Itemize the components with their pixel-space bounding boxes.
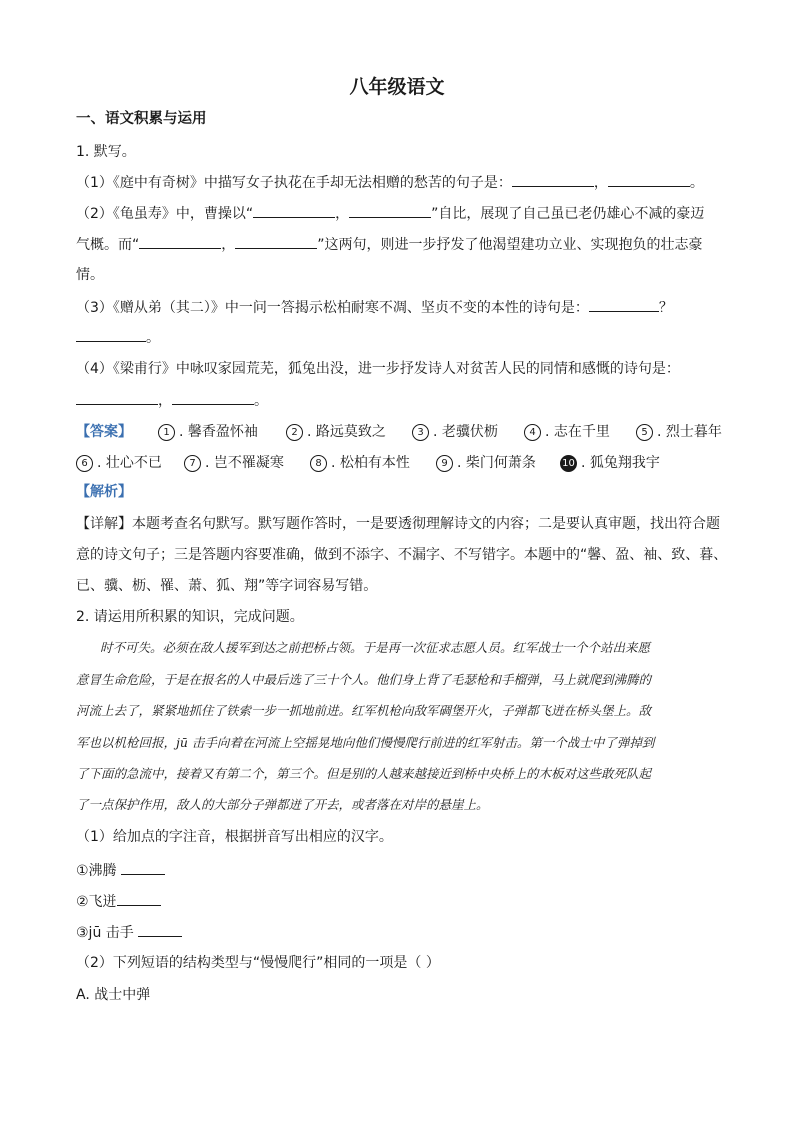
section-heading: 一、语文积累与运用 [76, 111, 207, 127]
passage-line-2: 意冒生命危险，于是在报名的人中最后选了三十个人。他们身上背了毛瑟枪和手榴弹，马上就爬到沸腾的 [76, 672, 652, 687]
answer-tag: 【答案】 [76, 424, 132, 440]
q1-line-5: （3）《赠从弟（其二）》中一问一答揭示松柏耐寒不凋、坚贞不变的本性的诗句是： ？ [76, 300, 673, 316]
passage-line-1: 时不可失。必须在敌人援军到达之前把桥占领。于是再一次征求志愿人员。红军战士一个个站出来愿 [100, 640, 651, 655]
fill-blank[interactable] [172, 391, 254, 405]
fill-blank[interactable] [512, 173, 594, 187]
pinyin-item-1: ①沸腾 [76, 861, 165, 880]
q1-line-3: 气概。而“ ， ”这两句，则进一步抒发了他渴望建功立业、实现抱负的壮志豪 [76, 237, 703, 253]
page-title: 八年级语文 [349, 76, 445, 98]
pinyin-item-3: ③jū 击手 [76, 923, 182, 942]
analysis-line-1: 【详解】本题考查名句默写。默写题作答时，一是要透彻理解诗文的内容；二是要认真审题，找出符合题 [76, 516, 720, 532]
question-1-head: 1. 默写。 [76, 144, 136, 160]
answer-item: 7 . 岂不罹凝寒 [184, 452, 284, 472]
fill-blank[interactable] [76, 391, 158, 405]
passage-line-3: 河流上去了，紧紧地抓住了铁索一步一抓地前进。红军机枪向敌军碉堡开火，子弹都飞迸在桥头堡上。敌 [76, 703, 652, 718]
q1-line-8: ， 。 [76, 391, 268, 410]
q1-line-1: （1）《庭中有奇树》中描写女子执花在手却无法相赠的愁苦的句子是： ， 。 [76, 175, 704, 191]
fill-blank[interactable] [589, 298, 659, 312]
fill-blank[interactable] [608, 173, 690, 187]
answer-item: 1 . 馨香盈怀袖 [158, 421, 258, 441]
fill-blank[interactable] [76, 328, 146, 342]
analysis-tag: 【解析】 [76, 484, 132, 500]
passage-line-6: 了一点保护作用，敌人的大部分子弹都迸了开去，或者落在对岸的悬崖上。 [76, 797, 489, 812]
fill-blank[interactable] [121, 861, 165, 875]
answer-item: 5 . 烈士暮年 [636, 421, 722, 441]
passage-line-5: 了下面的急流中，接着又有第二个，第三个。但是别的人越来越接近到桥中央桥上的木板对这些敢死队起 [76, 766, 652, 781]
subquestion-1: （1）给加点的字注音，根据拼音写出相应的汉字。 [76, 829, 393, 845]
q1-line-4: 情。 [76, 267, 104, 283]
answer-item: 3 . 老骥伏枥 [412, 421, 498, 441]
fill-blank[interactable] [349, 204, 431, 218]
fill-blank[interactable] [139, 235, 221, 249]
passage-line-4: 军也以机枪回报，jū 击手向着在河流上空摇晃地向他们慢慢爬行前进的红军射击。第一个战士中了弹掉到 [76, 735, 655, 750]
fill-blank[interactable] [235, 235, 317, 249]
fill-blank[interactable] [138, 923, 182, 937]
answer-item: 4 . 志在千里 [524, 421, 610, 441]
analysis-line-3: 已、骥、枥、罹、萧、狐、翔”等字词容易写错。 [76, 578, 378, 594]
answer-item: 9 . 柴门何萧条 [436, 452, 536, 472]
subquestion-2: （2）下列短语的结构类型与“慢慢爬行”相同的一项是（ ） [76, 955, 440, 971]
analysis-line-2: 意的诗文句子；三是答题内容要准确，做到不添字、不漏字、不写错字。本题中的“馨、盈、袖、致、暮、 [76, 547, 728, 563]
q1-line-2: （2）《龟虽寿》中，曹操以“ ， ”自比，展现了自己虽已老仍雄心不减的豪迈 [76, 206, 705, 222]
fill-blank[interactable] [253, 204, 335, 218]
answer-item: 10 . 狐兔翔我宇 [560, 452, 660, 472]
option-a[interactable]: A. 战士中弹 [76, 987, 151, 1003]
pinyin-item-2: ②飞迸 [76, 892, 161, 911]
q1-line-6: 。 [76, 328, 160, 347]
fill-blank[interactable] [117, 892, 161, 906]
q1-line-7: （4）《梁甫行》中咏叹家园荒芜，狐兔出没，进一步抒发诗人对贫苦人民的同情和感慨的诗句是： [76, 361, 680, 377]
answer-item: 2 . 路远莫致之 [286, 421, 386, 441]
answer-item: 8 . 松柏有本性 [310, 452, 410, 472]
answer-item: 6 . 壮心不已 [76, 452, 162, 472]
q1-line-1-text: （1）《庭中有奇树》中描写女子执花在手却无法相赠的愁苦的句子是： [76, 175, 512, 191]
question-2-head: 2. 请运用所积累的知识，完成问题。 [76, 609, 304, 625]
